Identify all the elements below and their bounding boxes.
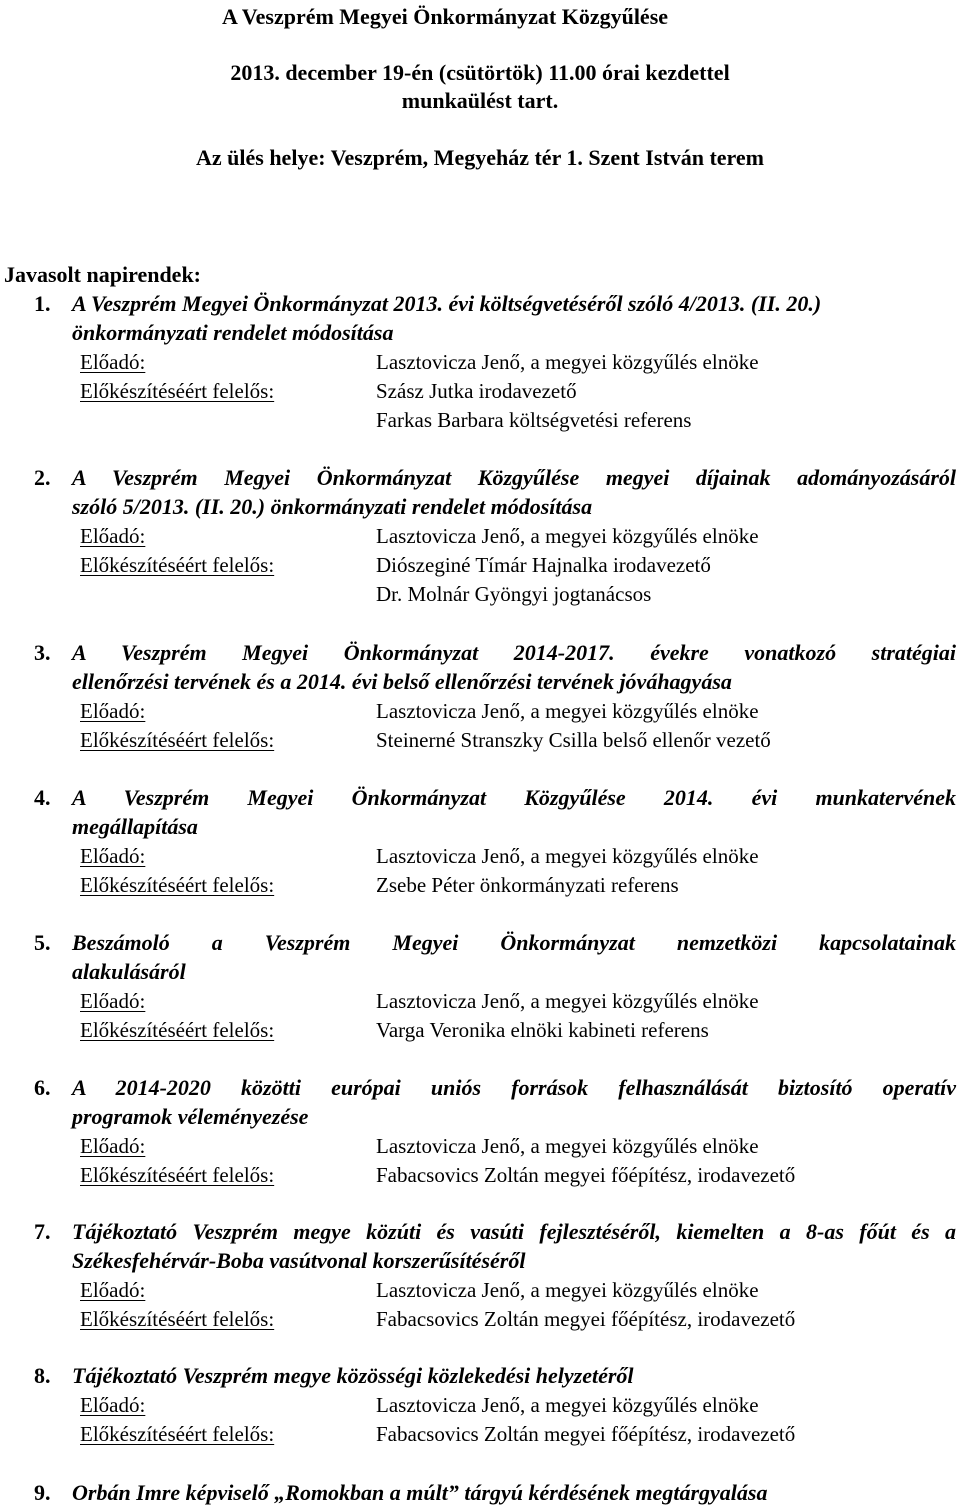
preparer-label: Előkészítéséért felelős:: [80, 1307, 275, 1331]
presenter-label: Előadó:: [80, 989, 146, 1013]
presenter-label: Előadó:: [80, 699, 146, 723]
presenter-name: Lasztovicza Jenő, a megyei közgyűlés elnöke: [376, 350, 759, 374]
presenter-name: Lasztovicza Jenő, a megyei közgyűlés elnöke: [376, 699, 759, 723]
preparer-name: Zsebe Péter önkormányzati referens: [376, 873, 679, 897]
preparer-label: Előkészítéséért felelős:: [80, 1018, 275, 1042]
presenter-label: Előadó:: [80, 350, 146, 374]
agenda-item-title-line: A 2014-2020 közötti európai uniós források felhasználását biztosító operatív: [72, 1075, 956, 1100]
agenda-item-title-line: megállapítása: [72, 814, 198, 839]
agenda-item-number: 5.: [34, 930, 51, 955]
agenda-item-title-line: alakulásáról: [72, 959, 186, 984]
preparer-name: Fabacsovics Zoltán megyei főépítész, irodavezető: [376, 1307, 796, 1331]
preparer-label: Előkészítéséért felelős:: [80, 553, 275, 577]
agenda-item-title-line: Tájékoztató Veszprém megye közösségi közlekedési helyzetéről: [72, 1363, 634, 1388]
presenter-name: Lasztovicza Jenő, a megyei közgyűlés elnöke: [376, 524, 759, 548]
agenda-item-title-line: A Veszprém Megyei Önkormányzat 2014-2017. évekre vonatkozó stratégiai: [72, 640, 956, 665]
preparer-name: Fabacsovics Zoltán megyei főépítész, irodavezető: [376, 1422, 796, 1446]
agenda-item-title-line: A Veszprém Megyei Önkormányzat Közgyűlése 2014. évi munkatervének: [72, 785, 956, 810]
presenter-name: Lasztovicza Jenő, a megyei közgyűlés elnöke: [376, 844, 759, 868]
presenter-name: Lasztovicza Jenő, a megyei közgyűlés elnöke: [376, 1278, 759, 1302]
presenter-label: Előadó:: [80, 524, 146, 548]
agenda-item-number: 3.: [34, 640, 51, 665]
preparer-label: Előkészítéséért felelős:: [80, 873, 275, 897]
agenda-item-title-line: A Veszprém Megyei Önkormányzat 2013. évi költségvetéséről szóló 4/2013. (II. 20.): [72, 291, 822, 316]
meeting-date-line-2: munkaülést tart.: [401, 88, 559, 113]
presenter-name: Lasztovicza Jenő, a megyei közgyűlés elnöke: [376, 989, 759, 1013]
preparer-name: Fabacsovics Zoltán megyei főépítész, irodavezető: [376, 1163, 796, 1187]
agenda-item-number: 2.: [34, 465, 51, 490]
preparer-label: Előkészítéséért felelős:: [80, 1422, 275, 1446]
agenda-item-number: 1.: [34, 291, 51, 316]
agenda-item-title-line: A Veszprém Megyei Önkormányzat Közgyűlése megyei díjainak adományozásáról: [72, 465, 956, 490]
preparer-label: Előkészítéséért felelős:: [80, 379, 275, 403]
preparer-name: Steinerné Stranszky Csilla belső ellenőr vezető: [376, 728, 771, 752]
presenter-label: Előadó:: [80, 844, 146, 868]
presenter-label: Előadó:: [80, 1134, 146, 1158]
preparer-name: Farkas Barbara költségvetési referens: [376, 408, 692, 432]
agenda-item-number: 9.: [34, 1480, 51, 1505]
presenter-label: Előadó:: [80, 1393, 146, 1417]
agenda-item-number: 8.: [34, 1363, 51, 1388]
preparer-label: Előkészítéséért felelős:: [80, 728, 275, 752]
meeting-date-line-1: 2013. december 19-én (csütörtök) 11.00 órai kezdettel: [230, 60, 730, 85]
preparer-name: Szász Jutka irodavezető: [376, 379, 577, 403]
agenda-item-title-line: Orbán Imre képviselő „Romokban a múlt” tárgyú kérdésének megtárgyalása: [72, 1480, 768, 1505]
preparer-name: Varga Veronika elnöki kabineti referens: [376, 1018, 709, 1042]
preparer-name: Dr. Molnár Gyöngyi jogtanácsos: [376, 582, 652, 606]
preparer-label: Előkészítéséért felelős:: [80, 1163, 275, 1187]
meeting-venue: Az ülés helye: Veszprém, Megyeház tér 1. Szent István terem: [196, 145, 764, 170]
agenda-item-title-line: önkormányzati rendelet módosítása: [72, 320, 394, 345]
agenda-item-title-line: Székesfehérvár-Boba vasútvonal korszerűsítéséről: [72, 1248, 526, 1273]
document-title: A Veszprém Megyei Önkormányzat Közgyűlése: [221, 4, 669, 29]
agenda-item-title-line: ellenőrzési tervének és a 2014. évi belső ellenőrzési tervének jóváhagyása: [72, 669, 732, 694]
preparer-name: Diószeginé Tímár Hajnalka irodavezető: [376, 553, 711, 577]
agenda-item-title-line: Beszámoló a Veszprém Megyei Önkormányzat nemzetközi kapcsolatainak: [72, 930, 956, 955]
presenter-name: Lasztovicza Jenő, a megyei közgyűlés elnöke: [376, 1393, 759, 1417]
agenda-heading: Javasolt napirendek:: [4, 262, 202, 287]
presenter-name: Lasztovicza Jenő, a megyei közgyűlés elnöke: [376, 1134, 759, 1158]
agenda-item-number: 4.: [34, 785, 51, 810]
agenda-item-title-line: programok véleményezése: [72, 1104, 309, 1129]
presenter-label: Előadó:: [80, 1278, 146, 1302]
agenda-item-number: 7.: [34, 1219, 51, 1244]
agenda-item-title-line: szóló 5/2013. (II. 20.) önkormányzati rendelet módosítása: [72, 494, 593, 519]
agenda-item-title-line: Tájékoztató Veszprém megye közúti és vasúti fejlesztéséről, kiemelten a 8-as főút és a: [72, 1219, 956, 1244]
agenda-item-number: 6.: [34, 1075, 51, 1100]
